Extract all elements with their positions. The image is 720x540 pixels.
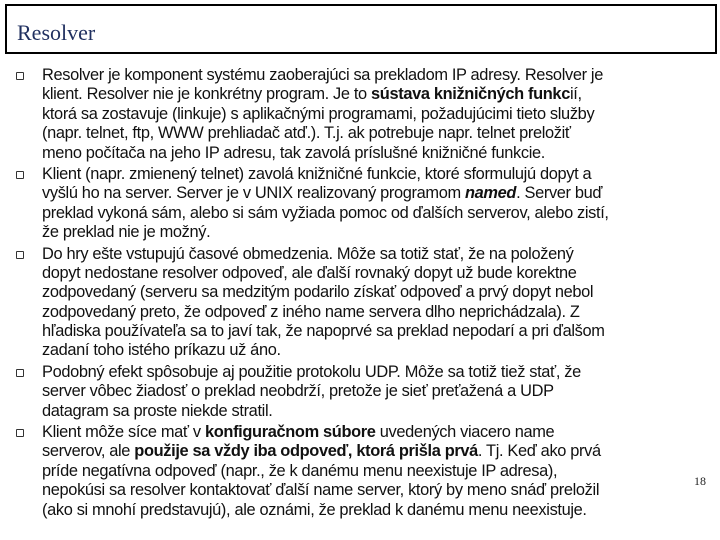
text-segment: datagram sa proste niekde stratil. xyxy=(42,401,273,420)
text-line xyxy=(42,501,702,520)
text-line xyxy=(42,402,702,421)
text-line xyxy=(42,204,702,223)
bullet-item xyxy=(42,165,702,243)
bold-text: sústava knižničných funkc xyxy=(371,85,570,104)
text-segment: ií, xyxy=(569,85,582,104)
text-line xyxy=(42,442,702,461)
text-line xyxy=(42,481,702,500)
text-line xyxy=(42,283,702,302)
text-line xyxy=(42,184,702,203)
text-line xyxy=(42,165,702,184)
text-segment: Resolver je komponent systému zaoberajúci sa prekladom IP adresy. Resolver je xyxy=(42,66,603,84)
square-bullet-icon xyxy=(16,369,24,377)
text-segment: uvedených viacero name xyxy=(375,423,555,442)
text-line xyxy=(42,85,702,104)
text-line xyxy=(42,245,702,264)
text-segment: Klient môže síce mať v xyxy=(42,423,205,442)
text-line xyxy=(42,124,702,143)
bold-text: konfiguračnom súbore xyxy=(204,423,376,442)
text-segment: zodpovedaný (serveru sa medzitým podarilo získať odpoveď a prvý dopyt nebol xyxy=(42,283,594,302)
text-segment: (napr. telnet, ftp, WWW prehliadač atď.). T.j. ak potrebuje napr. telnet preložiť xyxy=(42,124,571,143)
text-segment: Klient (napr. zmienený telnet) zavolá knižničné funkcie, ktoré sformulujú dopyt a xyxy=(42,164,592,183)
square-bullet-icon xyxy=(16,251,24,259)
bullet-list xyxy=(42,66,702,522)
square-bullet-icon xyxy=(16,72,24,80)
bullet-item xyxy=(42,423,702,520)
text-segment: zadaní toho istého príkazu už áno. xyxy=(42,341,281,360)
text-line xyxy=(42,223,702,242)
text-segment: príde negatívna odpoveď (napr., že k danému menu neexistuje IP adresa), xyxy=(42,461,558,480)
text-segment: ktorá sa zostavuje (linkuje) s aplikačnými programami, požadujúcimi tieto služby xyxy=(42,104,595,123)
bold-text: použije sa vždy iba odpoveď, ktorá prišla prvá xyxy=(134,442,478,461)
text-segment: že preklad nie je možný. xyxy=(42,223,211,242)
text-segment: Podobný efekt spôsobuje aj použitie protokolu UDP. Môže sa totiž tiež stať, že xyxy=(42,362,581,381)
page-number: 18 xyxy=(694,474,706,488)
text-segment: nepokúsi sa resolver kontaktovať ďalší name server, ktorý by meno snáď preložil xyxy=(42,481,600,500)
text-line xyxy=(42,264,702,283)
text-segment: . Tj. Keď ako prvá xyxy=(477,442,601,461)
text-segment: . Server buď xyxy=(516,184,603,203)
text-line xyxy=(42,462,702,481)
text-segment: server vôbec žiadosť o preklad neobdrží, pretože je sieť preťažená a UDP xyxy=(42,382,554,401)
text-line xyxy=(42,303,702,322)
square-bullet-icon xyxy=(16,171,24,179)
text-line xyxy=(42,341,702,360)
bullet-item xyxy=(42,66,702,163)
bullet-item xyxy=(42,363,702,421)
text-line xyxy=(42,66,702,85)
bold-text: named xyxy=(464,184,517,203)
title-box xyxy=(5,4,717,54)
text-line xyxy=(42,363,702,382)
square-bullet-icon xyxy=(16,429,24,437)
text-segment: hľadiska používateľa sa to javí tak, že napoprvé sa preklad nepodarí a pri ďalšom xyxy=(42,322,605,341)
text-segment: preklad vykoná sám, alebo si sám vyžiada pomoc od ďalších serverov, alebo zistí, xyxy=(42,203,609,222)
text-segment: (ako si mnohí predstavujú), ale oznámi, že preklad k danému menu neexistuje. xyxy=(42,500,587,519)
slide-title: Resolver xyxy=(17,20,96,45)
text-line xyxy=(42,105,702,124)
text-segment: meno počítača na jeho IP adresu, tak zavolá príslušné knižničné funkcie. xyxy=(42,143,545,162)
text-line xyxy=(42,322,702,341)
text-line xyxy=(42,382,702,401)
text-segment: klient. Resolver nie je konkrétny program. Je to xyxy=(42,85,372,104)
text-segment: dopyt nedostane resolver odpoveď, ale ďalší rovnaký dopyt už bude korektne xyxy=(42,263,577,282)
bullet-item xyxy=(42,245,702,361)
text-line xyxy=(42,144,702,163)
text-line xyxy=(42,423,702,442)
text-segment: vyšlú ho na server. Server je v UNIX realizovaný programom xyxy=(42,184,465,203)
text-segment: Do hry ešte vstupujú časové obmedzenia. Môže sa totiž stať, že na položený xyxy=(42,244,574,263)
text-segment: serverov, ale xyxy=(42,442,135,461)
text-segment: zodpovedaný preto, že odpoveď z iného name servera dlho neprichádzala). Z xyxy=(42,302,580,321)
